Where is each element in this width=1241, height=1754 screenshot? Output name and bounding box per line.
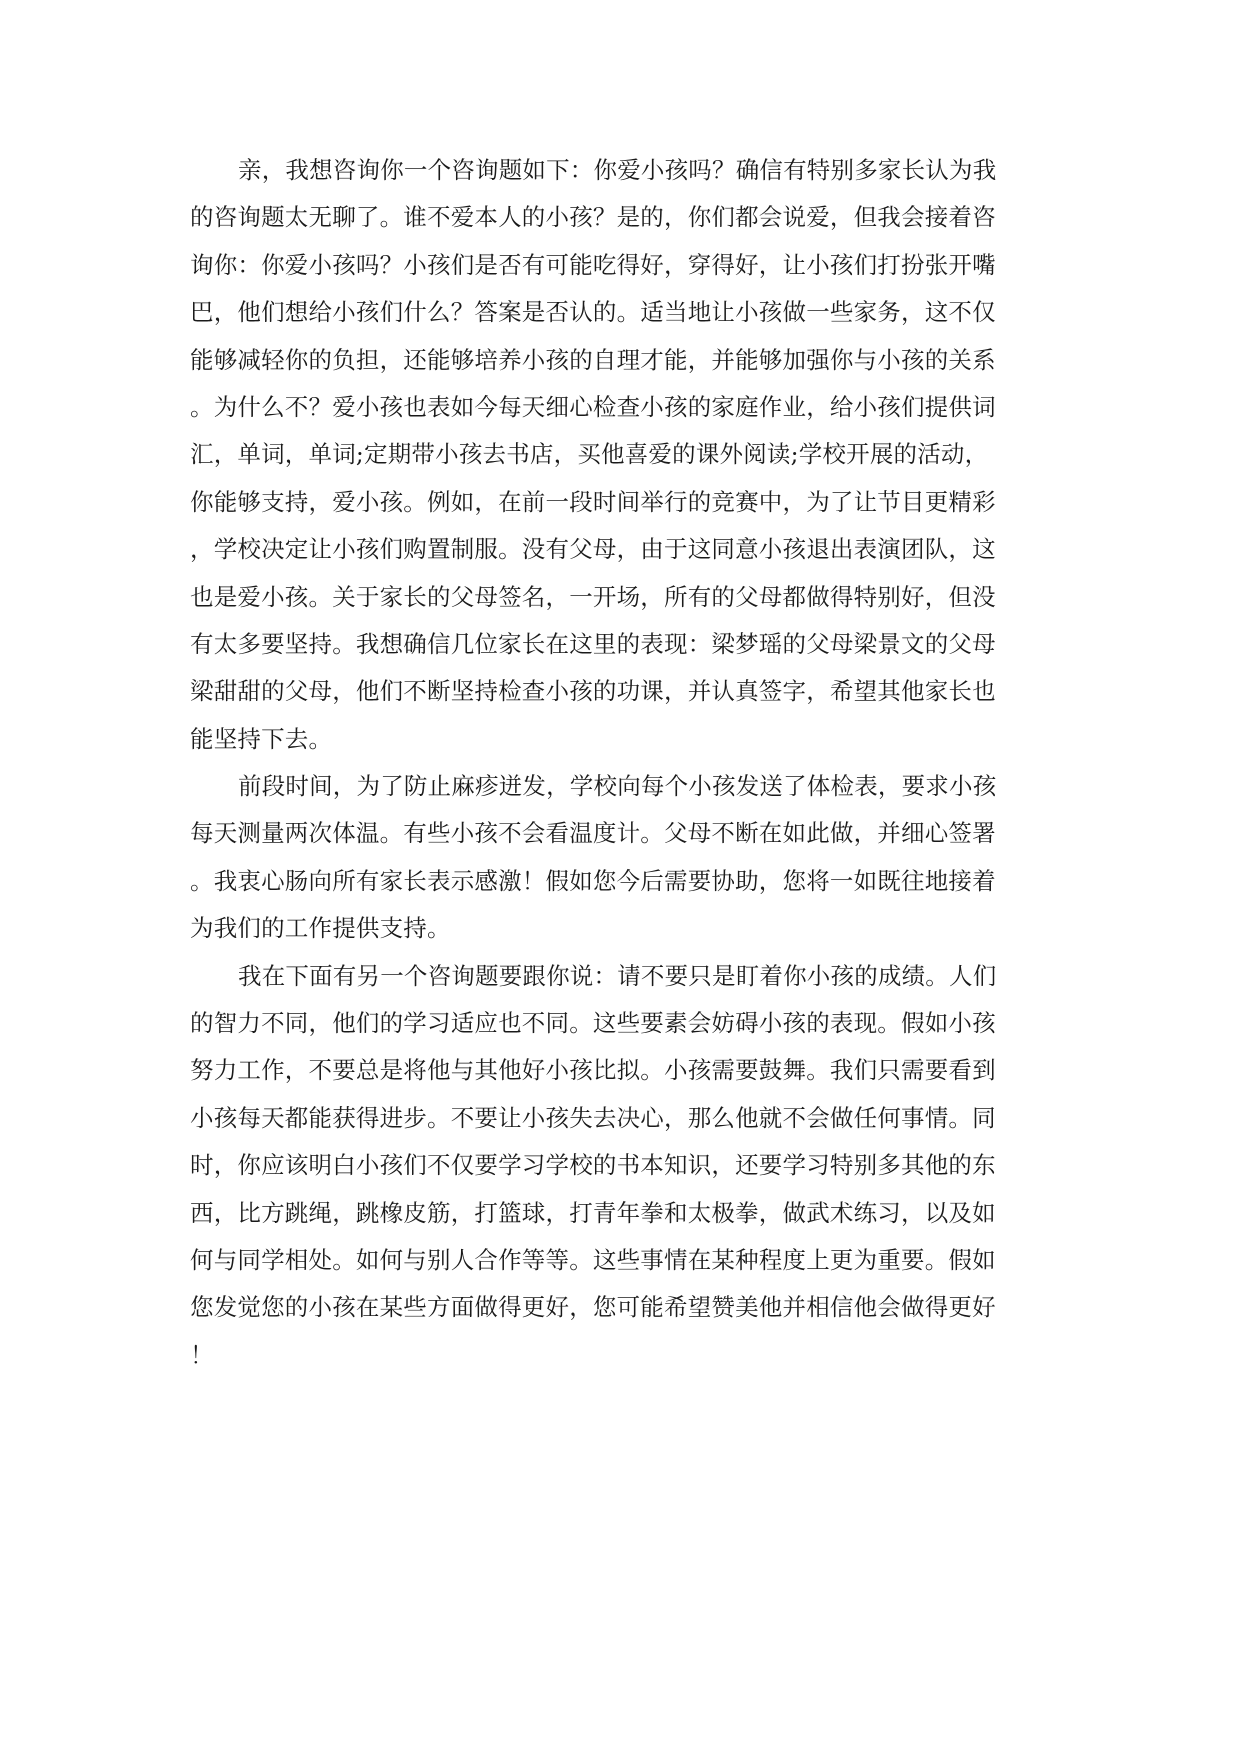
text-line: 。为什么不？爱小孩也表如今每天细心检查小孩的家庭作业，给小孩们提供词 <box>190 392 996 421</box>
text-line: 你能够支持，爱小孩。例如，在前一段时间举行的竞赛中，为了让节目更精彩 <box>190 487 996 516</box>
text-line: ！ <box>190 1340 214 1369</box>
text-line: 。我衷心肠向所有家长表示感激！假如您今后需要协助，您将一如既往地接着 <box>190 866 996 895</box>
text-line: 汇，单词，单词;定期带小孩去书店，买他喜爱的课外阅读;学校开展的活动， <box>190 440 989 469</box>
document-body <box>190 147 1050 1379</box>
text-line: 时，你应该明白小孩们不仅要学习学校的书本知识，还要学习特别多其他的东 <box>190 1151 996 1180</box>
text-line: 的咨询题太无聊了。谁不爱本人的小孩？是的，你们都会说爱，但我会接着咨 <box>190 203 996 232</box>
text-line: 您发觉您的小孩在某些方面做得更好，您可能希望赞美他并相信他会做得更好 <box>190 1293 996 1322</box>
text-line: 能够减轻你的负担，还能够培养小孩的自理才能，并能够加强你与小孩的关系 <box>190 345 996 374</box>
text-line: 小孩每天都能获得进步。不要让小孩失去决心，那么他就不会做任何事情。同 <box>190 1103 996 1132</box>
text-line: ，学校决定让小孩们购置制服。没有父母，由于这同意小孩退出表演团队，这 <box>190 535 996 564</box>
text-line: 询你：你爱小孩吗？小孩们是否有可能吃得好，穿得好，让小孩们打扮张开嘴 <box>190 250 996 279</box>
text-line: 巴，他们想给小孩们什么？答案是否认的。适当地让小孩做一些家务，这不仅 <box>190 298 996 327</box>
text-line: 每天测量两次体温。有些小孩不会看温度计。父母不断在如此做，并细心签署 <box>190 819 996 848</box>
text-line: 前段时间，为了防止麻疹迸发，学校向每个小孩发送了体检表，要求小孩 <box>238 772 997 801</box>
paragraph-1 <box>190 147 1050 763</box>
paragraph-2 <box>190 763 1050 953</box>
text-line: 亲，我想咨询你一个咨询题如下：你爱小孩吗？确信有特别多家长认为我 <box>238 156 997 184</box>
paragraph-3 <box>190 953 1050 1380</box>
text-line: 也是爱小孩。关于家长的父母签名，一开场，所有的父母都做得特别好，但没 <box>190 582 996 611</box>
text-line: 何与同学相处。如何与别人合作等等。这些事情在某种程度上更为重要。假如 <box>190 1245 996 1274</box>
text-line: 梁甜甜的父母，他们不断坚持检查小孩的功课，并认真签字，希望其他家长也 <box>190 677 996 706</box>
text-line: 的智力不同，他们的学习适应也不同。这些要素会妨碍小孩的表现。假如小孩 <box>190 1009 996 1038</box>
text-line: 有太多要坚持。我想确信几位家长在这里的表现：梁梦瑶的父母梁景文的父母 <box>190 629 996 658</box>
text-line: 西，比方跳绳，跳橡皮筋，打篮球，打青年拳和太极拳，做武术练习，以及如 <box>190 1198 996 1227</box>
text-line: 为我们的工作提供支持。 <box>190 914 451 943</box>
text-line: 努力工作，不要总是将他与其他好小孩比拟。小孩需要鼓舞。我们只需要看到 <box>190 1056 996 1085</box>
text-line: 我在下面有另一个咨询题要跟你说：请不要只是盯着你小孩的成绩。人们 <box>238 961 997 990</box>
text-line: 能坚持下去。 <box>190 724 333 753</box>
